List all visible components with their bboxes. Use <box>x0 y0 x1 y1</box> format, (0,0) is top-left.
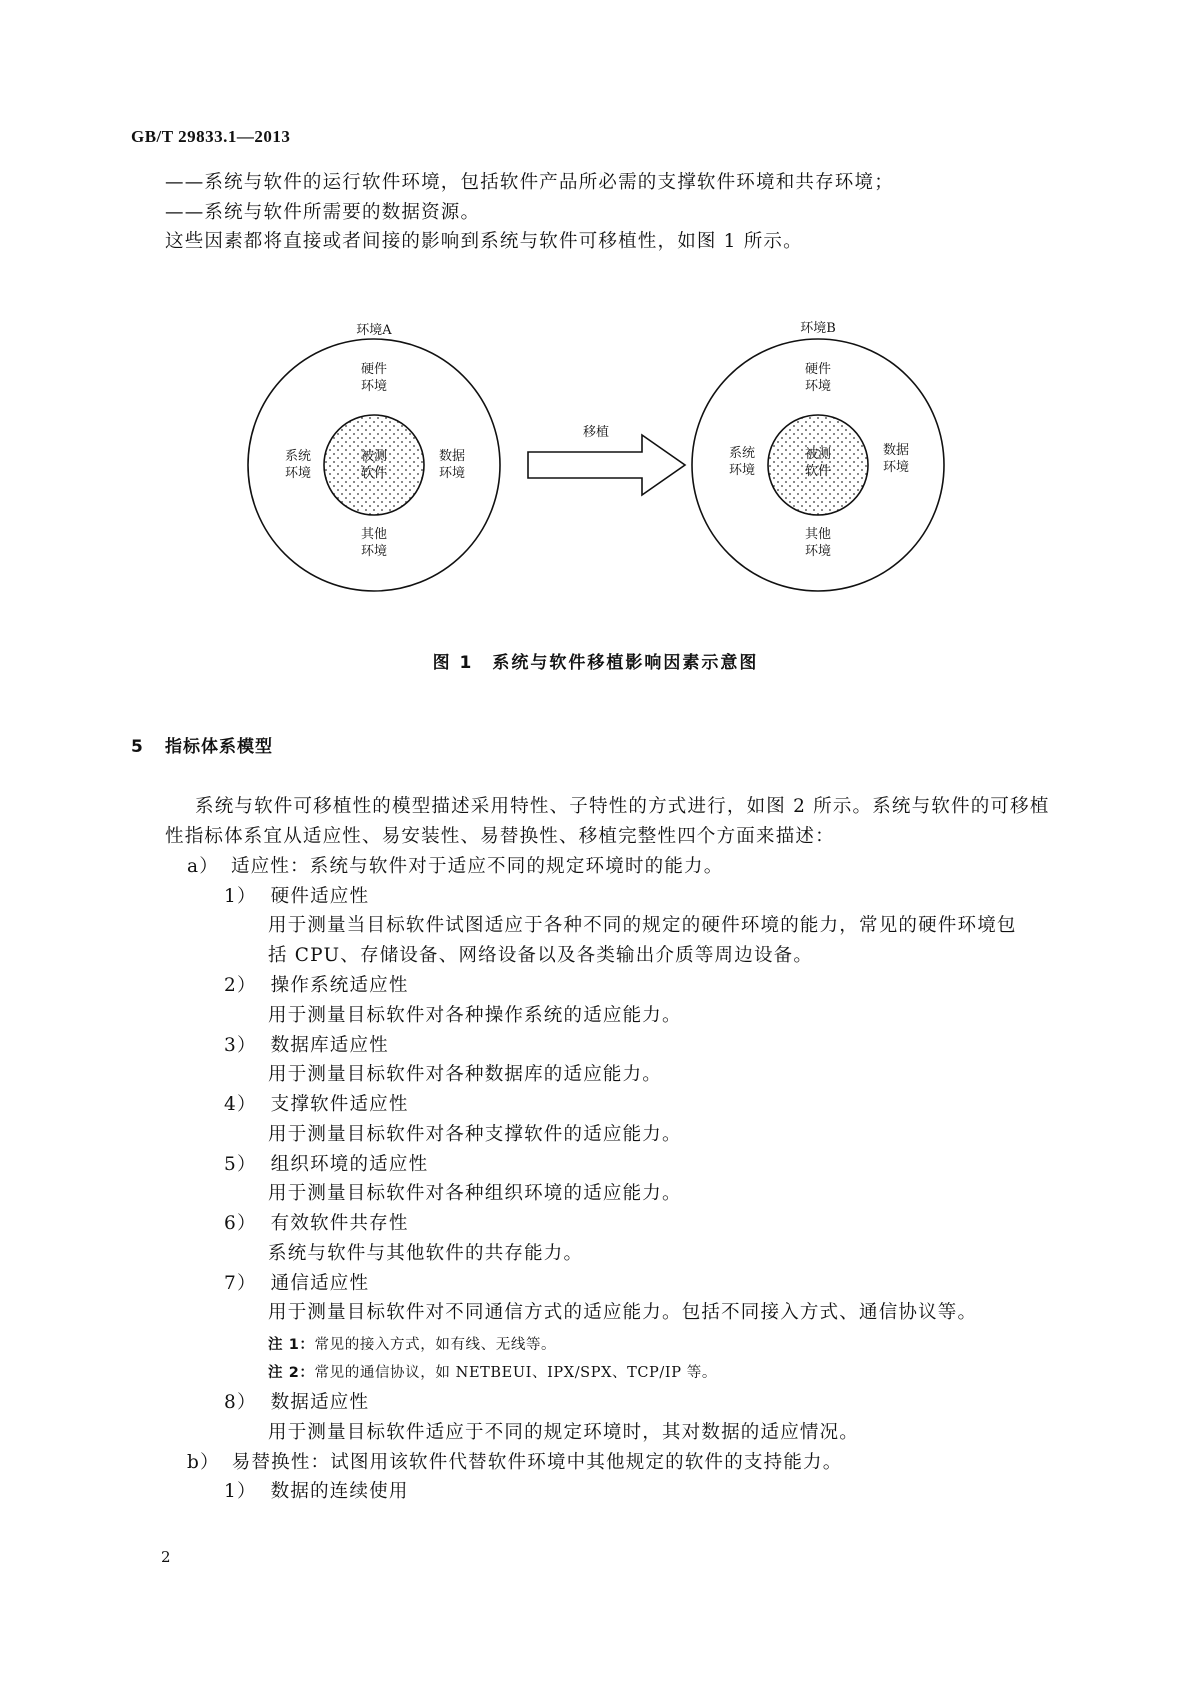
section-title: 指标体系模型 <box>165 737 273 757</box>
list-item-b: b） 易替换性：试图用该软件代替软件环境中其他规定的软件的支持能力。 <box>187 1452 843 1473</box>
sub-item-desc: 用于测量目标软件对各种操作系统的适应能力。 <box>268 1005 682 1026</box>
section-heading <box>131 732 273 757</box>
figure-1 <box>0 0 1191 640</box>
env-b-other-label: 其他 环境 <box>804 527 831 559</box>
sub-item: 5） 组织环境的适应性 <box>224 1154 429 1175</box>
env-a-title: 环境A <box>356 323 392 338</box>
list-item-a: a） 适应性：系统与软件对于适应不同的规定环境时的能力。 <box>187 856 724 877</box>
env-b-hardware-label: 硬件 环境 <box>804 362 831 394</box>
sub-item: 7） 通信适应性 <box>224 1273 370 1294</box>
sub-item-desc: 用于测量目标软件适应于不同的规定环境时，其对数据的适应情况。 <box>268 1422 860 1443</box>
env-a-other-label: 其他 环境 <box>360 527 387 559</box>
section-number: 5 <box>131 737 144 757</box>
body-paragraph-line: 系统与软件可移植性的模型描述采用特性、子特性的方式进行，如图 2 所示。系统与软件的可移植 <box>195 796 1050 817</box>
figure-1-graphics <box>0 0 1191 640</box>
sub-item-desc: 用于测量目标软件对各种数据库的适应能力。 <box>268 1064 663 1085</box>
env-a-software-label: 被测 软件 <box>360 449 387 481</box>
env-a-data-label: 数据 环境 <box>438 449 465 481</box>
sub-item-desc: 用于测量目标软件对不同通信方式的适应能力。包括不同接入方式、通信协议等。 <box>268 1302 978 1323</box>
migration-arrow <box>528 435 685 495</box>
page-number: 2 <box>161 1548 171 1566</box>
sub-item-desc: 用于测量当目标软件试图适应于各种不同的规定的硬件环境的能力，常见的硬件环境包 <box>268 915 1017 936</box>
sub-item: 6） 有效软件共存性 <box>224 1213 409 1234</box>
sub-item: 3） 数据库适应性 <box>224 1035 389 1056</box>
standard-number: GB/T 29833.1—2013 <box>131 127 291 146</box>
env-b-data-label: 数据 环境 <box>882 443 909 475</box>
sub-item: 1） 数据的连续使用 <box>224 1481 409 1502</box>
dash-item: ——系统与软件所需要的数据资源。 <box>165 202 481 223</box>
sub-item-desc: 用于测量目标软件对各种支撑软件的适应能力。 <box>268 1124 682 1145</box>
figure-caption: 图 1 系统与软件移植影响因素示意图 <box>432 653 759 673</box>
sub-item-desc: 系统与软件与其他软件的共存能力。 <box>268 1243 584 1264</box>
body-paragraph-line: 性指标体系宜从适应性、易安装性、易替换性、移植完整性四个方面来描述： <box>165 826 835 847</box>
sub-item-desc: 用于测量目标软件对各种组织环境的适应能力。 <box>268 1183 682 1204</box>
env-a-system-label: 系统 环境 <box>284 449 311 481</box>
migration-label: 移植 <box>582 425 609 440</box>
note: 注 1：常见的接入方式，如有线、无线等。 <box>268 1337 557 1353</box>
sub-item: 2） 操作系统适应性 <box>224 975 409 996</box>
dash-item: ——系统与软件的运行软件环境，包括软件产品所必需的支撑软件环境和共存环境； <box>165 172 894 193</box>
intro-summary: 这些因素都将直接或者间接的影响到系统与软件可移植性，如图 1 所示。 <box>165 231 803 252</box>
env-a-hardware-label: 硬件 环境 <box>360 362 387 394</box>
sub-item: 4） 支撑软件适应性 <box>224 1094 409 1115</box>
sub-item: 8） 数据适应性 <box>224 1392 370 1413</box>
env-b-system-label: 系统 环境 <box>728 446 755 478</box>
sub-item-desc: 括 CPU、存储设备、网络设备以及各类输出介质等周边设备。 <box>268 945 814 966</box>
sub-item: 1） 硬件适应性 <box>224 886 370 907</box>
env-b-software-label: 被测 软件 <box>804 447 831 479</box>
note: 注 2：常见的通信协议，如 NETBEUI、IPX/SPX、TCP/IP 等。 <box>268 1365 717 1381</box>
env-b-title: 环境B <box>800 321 836 336</box>
